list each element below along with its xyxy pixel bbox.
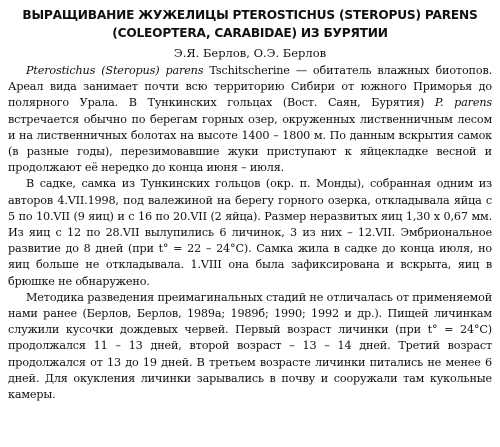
article-authors: Э.Я. Берлов, О.Э. Берлов (173, 46, 327, 60)
paragraph-3-text: Методика разведения преимагинальных стадий не отличалась от применяемой нами ранее (Берлов, Берлов, 1989а; 1989б; 1990; 1992 и др.). Пищей личинкам служили кусочки дождевых червей. Первый возраст личинки (при t° = 24°С) продолжался 11 – 13 дней, второй возраст – 13 – 14 дней. Третий возраст продолжался от 13 до 19 дней. В третьем возрасте личинки питались не менее 6 дней. Для окукления личинки зарывались в почву и сооружали там кукольные камеры. (8, 290, 493, 402)
article-title (8, 6, 492, 42)
species-name-full: Pterostichus (Steropus) parens (26, 64, 204, 77)
paragraph-1 (8, 63, 492, 176)
paragraph-1-text-a: Tschitscherine — обитатель влажных биотопов. Ареал вида занимает почти всю территорию Сибири от южного Приморья до полярного Урала. В Тункинских гольцах (Вост. Саян, Бурятия) (8, 64, 492, 110)
article-title-line-1: ВЫРАЩИВАНИЕ ЖУЖЕЛИЦЫ PTEROSTICHUS (STEROPUS) PARENS (22, 8, 478, 22)
paragraph-2-text: В садке, самка из Тункинских гольцов (окр. п. Монды), собранная одним из авторов 4.VII.1998, под валежиной на берегу горного озерка, откладывала яйца с 5 по 10.VII (9 яиц) и с 16 по 20.VII (2 яйца). Размер неразвитых яиц 1,30 х 0,67 мм. Из яиц с 12 по 28.VII вылупились 6 личинок, 3 из них – 12.VII. Эмбриональное развитие до 8 дней (при t° = 22 – 24°С). Самка жила в садке до конца июля, но яиц больше не откладывала. 1.VIII она была зафиксирована и вскрыта, яиц в брюшке не обнаружено. (8, 177, 492, 288)
paragraph-3 (8, 290, 492, 403)
paragraph-2 (8, 176, 492, 289)
article-body (8, 63, 492, 403)
paragraph-1-text-b: встречается обычно по берегам горных озер, окруженных лиственничным лесом и на лиственничных болотах на высоте 1400 – 1800 м. По данным вскрытия самок (в разные годы), перезимовавшие жуки приступают к яйцекладке весной и продолжают её нередко до конца июня – июля. (8, 112, 492, 175)
article-title-line-2: (COLEOPTERA, CARABIDAE) ИЗ БУРЯТИИ (112, 26, 388, 40)
species-name-short: P. parens (434, 96, 492, 110)
